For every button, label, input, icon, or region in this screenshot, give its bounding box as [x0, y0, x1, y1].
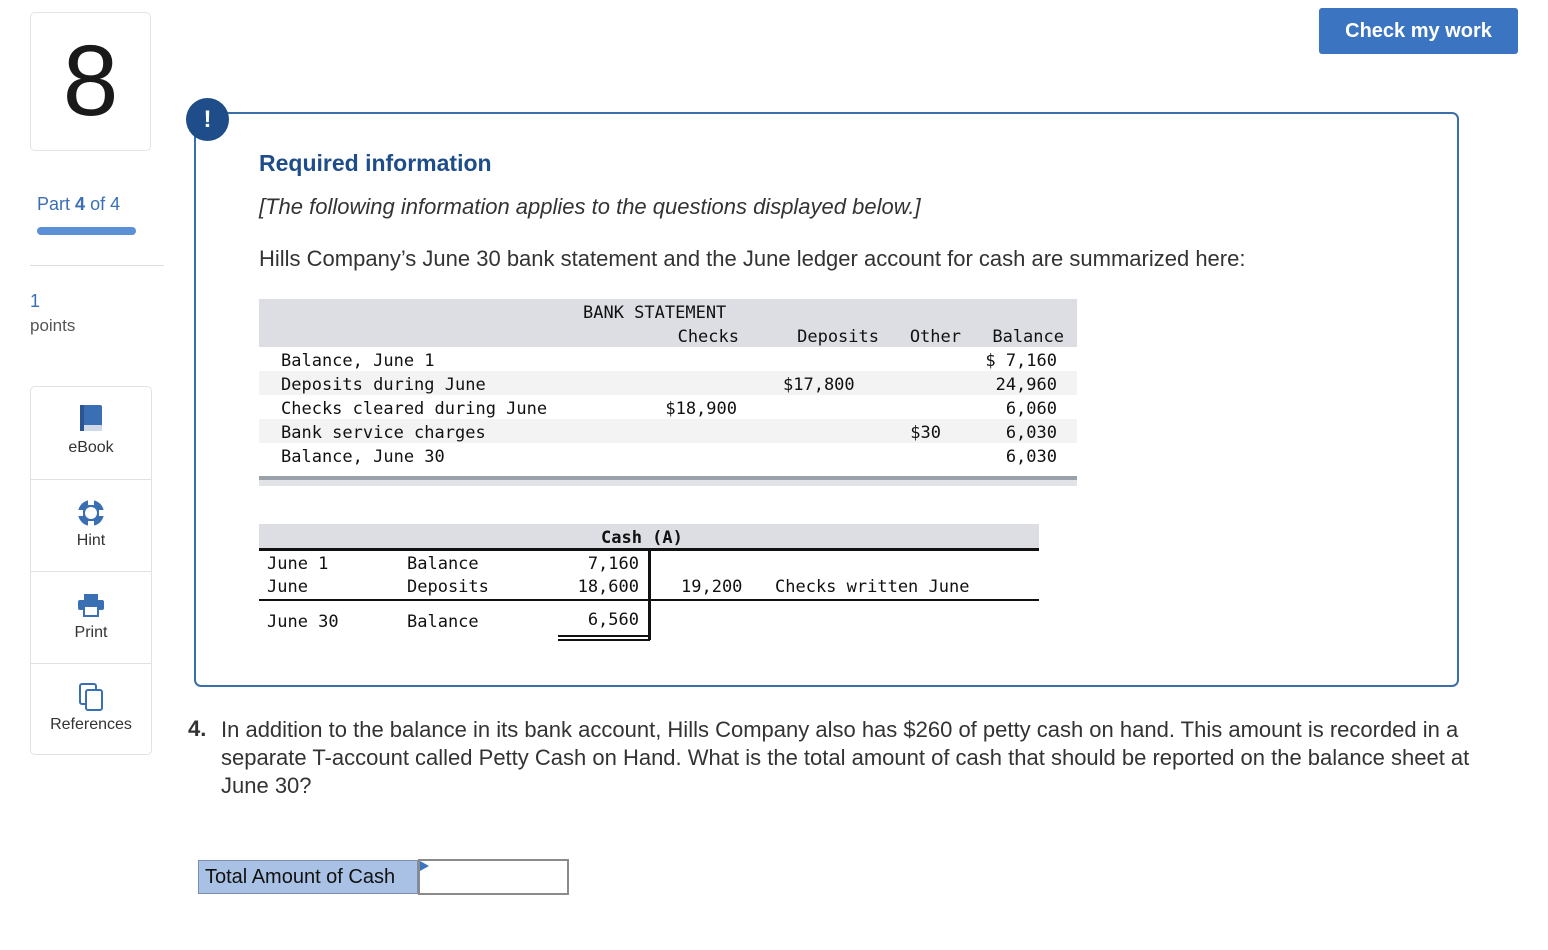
col-balance: Balance [992, 327, 1064, 347]
row-label: Checks cleared during June [281, 399, 548, 419]
part-word: Part [37, 194, 71, 214]
col-checks: Checks [677, 327, 739, 347]
row-balance: $ 7,160 [985, 351, 1057, 371]
t-account-subtotal-rule [259, 599, 1039, 601]
tools-panel [30, 386, 152, 755]
hint-button[interactable] [31, 479, 151, 572]
cash-t-account [259, 524, 1039, 644]
required-info-title: Required information [259, 150, 492, 176]
row-other: $30 [910, 423, 941, 443]
part-indicator [37, 194, 120, 215]
bank-statement-table [259, 299, 1077, 489]
sidebar-divider [30, 265, 164, 266]
part-current: 4 [75, 194, 86, 214]
references-button[interactable] [31, 663, 151, 756]
t-account-divider [648, 548, 651, 640]
ebook-label: eBook [68, 439, 114, 456]
bank-statement-title: BANK STATEMENT [583, 303, 727, 323]
required-info-text: Hills Company’s June 30 bank statement and the June ledger account for cash are summarized here: [259, 246, 1246, 271]
t-account-title: Cash (A) [601, 528, 683, 548]
ebook-button[interactable] [31, 387, 151, 479]
debit-desc: Balance [407, 554, 479, 574]
total-cash-input[interactable] [418, 859, 569, 895]
table-rule [259, 480, 1077, 486]
row-label: Bank service charges [281, 423, 486, 443]
answer-label: Total Amount of Cash [198, 860, 418, 894]
credit-amount: 19,200 [681, 577, 743, 597]
row-label: Deposits during June [281, 375, 486, 395]
row-checks: $18,900 [665, 399, 737, 419]
credit-desc: Checks written June [775, 577, 970, 597]
debit-date: June 1 [267, 554, 329, 574]
question-text: In addition to the balance in its bank account, Hills Company also has $260 of petty cash on hand. This amount is recorded in a separate T-account called Petty Cash on Hand. What is the total amount of cash that should be reported on the balance sheet at June 30? [221, 717, 1470, 798]
book-icon [76, 403, 106, 435]
points-value: 1 [30, 291, 41, 311]
row-balance: 6,060 [1005, 399, 1057, 419]
row-label: Balance, June 30 [281, 447, 445, 467]
debit-date: June [267, 577, 308, 597]
references-label: References [50, 716, 132, 733]
flag-icon [420, 861, 429, 871]
copy-icon [76, 680, 106, 712]
print-button[interactable] [31, 571, 151, 664]
printer-icon [76, 588, 106, 620]
row-balance: 6,030 [1005, 447, 1057, 467]
ending-desc: Balance [407, 612, 479, 632]
alert-icon: ! [186, 98, 229, 141]
points-label: points [30, 316, 76, 335]
part-of: of 4 [90, 194, 121, 214]
required-info-note: [The following information applies to the questions displayed below.] [259, 194, 921, 219]
row-label: Balance, June 1 [281, 351, 435, 371]
row-balance: 6,030 [1005, 423, 1057, 443]
lifebuoy-icon [76, 496, 106, 528]
debit-amount: 18,600 [577, 577, 639, 597]
double-underline [558, 639, 650, 641]
print-label: Print [74, 624, 108, 641]
hint-label: Hint [76, 532, 106, 549]
col-other: Other [909, 327, 961, 347]
question-number-label: 4. [188, 716, 207, 741]
row-deposits: $17,800 [783, 375, 855, 395]
row-balance: 24,960 [995, 375, 1057, 395]
part-progress-bar [37, 227, 136, 235]
double-underline [558, 635, 650, 637]
ending-amount: 6,560 [587, 610, 639, 630]
question-number: 8 [30, 12, 151, 151]
col-deposits: Deposits [797, 327, 879, 347]
debit-desc: Deposits [407, 577, 489, 597]
debit-amount: 7,160 [587, 554, 639, 574]
check-my-work-button[interactable]: Check my work [1319, 8, 1518, 54]
ending-date: June 30 [267, 612, 339, 632]
